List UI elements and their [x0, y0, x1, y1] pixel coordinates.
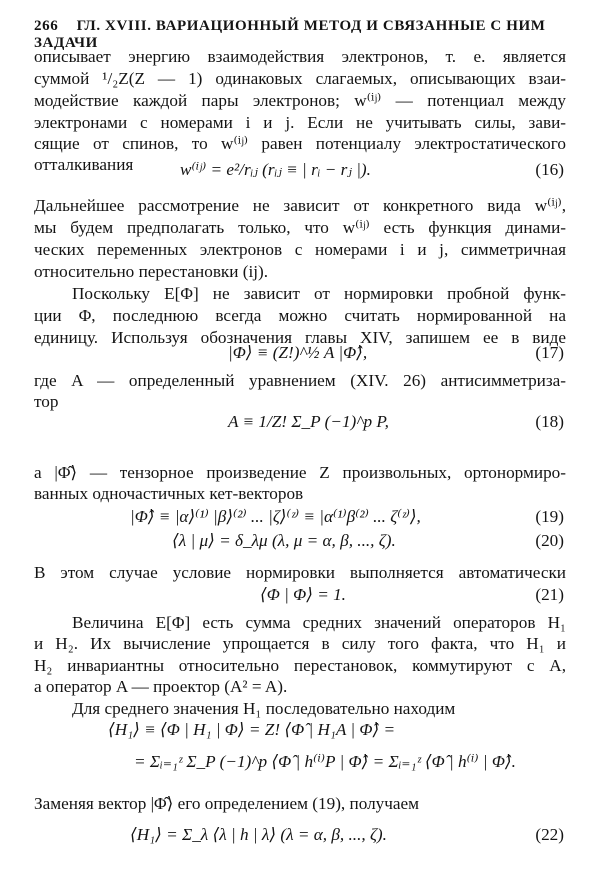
equation-22: ⟨H₁⟩ = Σ_λ ⟨λ | h | λ⟩ (λ = α, β, ..., ζ).: [130, 825, 387, 844]
text-line: а |Φ̂⟩ — тензорное произведение Z произвольных, ортонормиро-: [34, 463, 566, 482]
text-line: суммой ¹/₂Z(Z — 1) одинаковых слагаемых, описывающих взаи-: [34, 69, 566, 88]
equation-number-18: (18): [535, 412, 564, 431]
equation-number-22: (22): [535, 825, 564, 844]
text-line: тор: [34, 392, 59, 411]
text-line: Заменяя вектор |Φ̂⟩ его определением (19), получаем: [34, 794, 420, 813]
equation-19: |Φ̂⟩ ≡ |α⟩⁽¹⁾ |β⟩⁽²⁾ ... |ζ⟩⁽ᶻ⁾ ≡ |α⁽¹⁾β⁽²⁾ ... ζ⁽ᶻ⁾⟩,: [130, 507, 421, 526]
text-line: Для среднего значения H₁ последовательно находим: [72, 699, 456, 718]
text-line: модействие каждой пары электронов; w⁽ⁱʲ⁾ — потенциал между: [34, 91, 566, 110]
equation-17: |Φ⟩ ≡ (Z!)^½ A |Φ̂⟩,: [228, 343, 368, 362]
equation-h1-second-line: = Σᵢ₌₁ᶻ Σ_P (−1)^p ⟨Φ̂ | h⁽ⁱ⁾P | Φ̂⟩ = Σᵢ₌₁ᶻ ⟨Φ̂ | h⁽ⁱ⁾ | Φ̂⟩.: [134, 752, 516, 771]
running-title: ГЛ. XVIII. ВАРИАЦИОННЫЙ МЕТОД И СВЯЗАННЫЕ С НИМ ЗАДАЧИ: [34, 18, 546, 51]
text-line: единицу. Используя обозначения главы XIV, запишем ее в виде: [34, 328, 566, 347]
text-line: Поскольку E[Φ] не зависит от нормировки пробной функ-: [72, 284, 566, 303]
text-line: Дальнейшее рассмотрение не зависит от конкретного вида w⁽ⁱʲ⁾,: [34, 196, 566, 215]
text-line: а оператор A — проектор (A² = A).: [34, 677, 288, 696]
text-line: Величина E[Φ] есть сумма средних значений операторов H₁: [72, 613, 566, 632]
text-line: отталкивания: [34, 155, 134, 174]
text-line: ции Φ, последнюю всегда можно считать нормированной на: [34, 306, 566, 325]
text-line: H₂ инвариантны относительно перестановок, коммутируют с A,: [34, 656, 566, 675]
equation-number-19: (19): [535, 507, 564, 526]
text-line: где A — определенный уравнением (XIV. 26) антисимметриза-: [34, 371, 566, 390]
page-number: 266: [34, 18, 59, 34]
equation-number-17: (17): [535, 343, 564, 362]
equation-21: ⟨Φ | Φ⟩ = 1.: [260, 585, 346, 604]
equation-h1-first-line: ⟨H₁⟩ ≡ ⟨Φ | H₁ | Φ⟩ = Z! ⟨Φ̂ | H₁A | Φ̂⟩ =: [108, 720, 396, 739]
text-line: относительно перестановки (ij).: [34, 262, 269, 281]
equation-number-16: (16): [535, 160, 564, 179]
text-line: и H₂. Их вычисление упрощается в силу того факта, что H₁ и: [34, 634, 566, 653]
equation-number-21: (21): [535, 585, 564, 604]
text-line: мы будем предполагать только, что w⁽ⁱʲ⁾ есть функция динами-: [34, 218, 566, 237]
equation-16: w⁽ⁱʲ⁾ = e²/rᵢⱼ (rᵢⱼ ≡ | rᵢ − rⱼ |).: [180, 160, 371, 179]
equation-18: A ≡ 1/Z! Σ_P (−1)^p P,: [228, 412, 389, 431]
equation-number-20: (20): [535, 531, 564, 550]
text-line: описывает энергию взаимодействия электронов, т. е. является: [34, 47, 566, 66]
text-line: В этом случае условие нормировки выполняется автоматически: [34, 563, 566, 582]
text-line: электронами с номерами i и j. Если не учитывать силы, зави-: [34, 113, 566, 132]
text-line: ванных одночастичных кет-векторов: [34, 484, 304, 503]
text-line: сящие от спинов, то w⁽ⁱʲ⁾ равен потенциалу электростатического: [34, 134, 566, 153]
equation-20: ⟨λ | μ⟩ = δ_λμ (λ, μ = α, β, ..., ζ).: [172, 531, 396, 550]
text-line: ческих переменных электронов с номерами i и j, симметричная: [34, 240, 566, 259]
